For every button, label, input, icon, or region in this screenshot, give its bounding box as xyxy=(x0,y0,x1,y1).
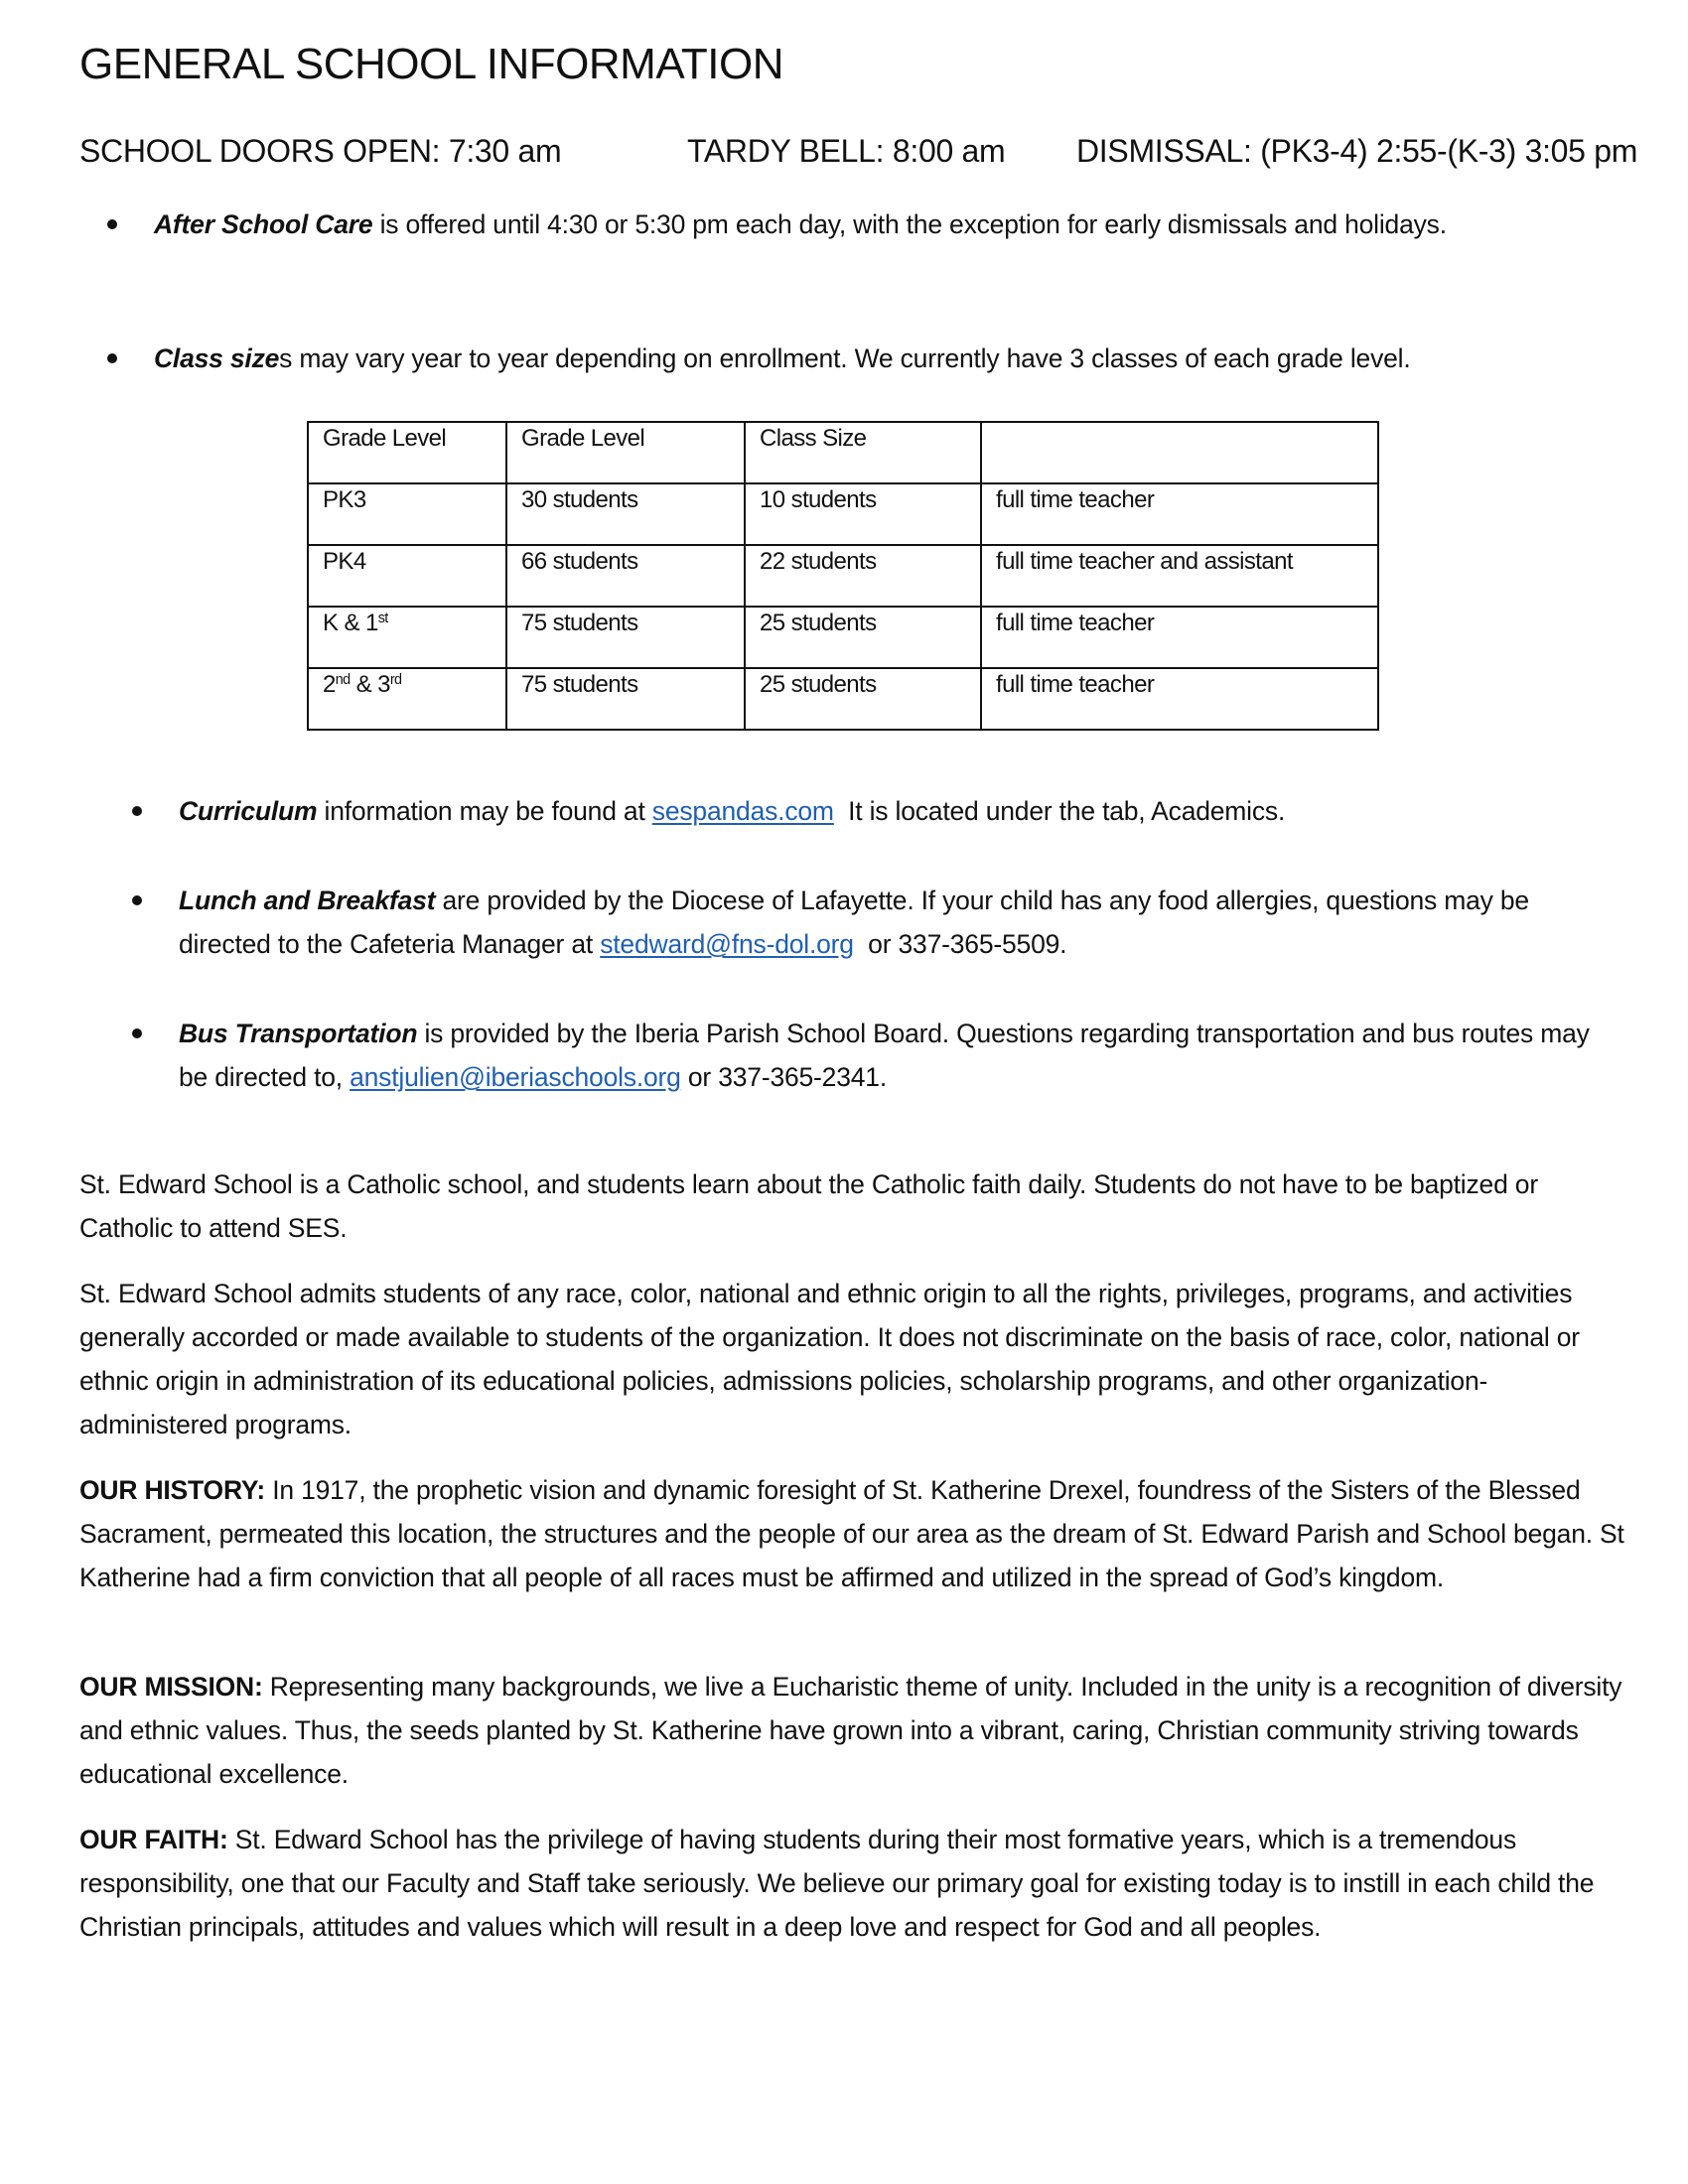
dismissal-time: DISMISSAL: (PK3-4) 2:55-(K-3) 3:05 pm xyxy=(1076,133,1638,169)
faith-paragraph xyxy=(79,1818,1628,1949)
grade-cell: PK3 xyxy=(308,483,506,545)
table-header-cell: Class Size xyxy=(745,422,981,483)
bullet-icon xyxy=(107,219,117,229)
class-size-cell: 25 students xyxy=(745,607,981,668)
bullet-icon xyxy=(132,806,142,816)
faith-text: St. Edward School has the privilege of having students during their most formative years, which is a tremendous responsibility, one that our Faculty and Staff take seriously. We believe our primary goal for existing today is to instill in each child the Christian principals, attitudes and values which will result in a deep love and respect for God and all peoples. xyxy=(79,1825,1595,1942)
cafeteria-email-link[interactable]: stedward@fns-dol.org xyxy=(600,929,854,959)
table-row xyxy=(308,545,1378,607)
bullet-class-sizes xyxy=(154,337,1604,380)
table-row xyxy=(308,668,1378,730)
class-size-cell: 10 students xyxy=(745,483,981,545)
bullet-icon xyxy=(107,353,117,363)
total-students-cell: 75 students xyxy=(506,607,745,668)
bullet-icon xyxy=(132,895,142,905)
grade-cell: K & 1st xyxy=(308,607,506,668)
table-header-row xyxy=(308,422,1378,483)
bullet-bus-transportation xyxy=(179,1012,1618,1099)
admissions-policy-paragraph: St. Edward School admits students of any race, color, national and ethnic origin to all the rights, privileges, programs, and activities generally accorded or made available to students of the organization. It does not discriminate on the basis of race, color, national or ethnic origin in administration of its educational policies, admissions policies, scholarship programs, and other organization-administered programs. xyxy=(79,1279,1580,1439)
total-students-cell: 30 students xyxy=(506,483,745,545)
bullet-lead: After School Care xyxy=(154,209,373,239)
bullet-text: is provided by the Iberia Parish School Board. Questions regarding transportation and bus routes may be directed to, xyxy=(179,1019,1590,1092)
table-row xyxy=(308,483,1378,545)
table-header-cell: Grade Level xyxy=(506,422,745,483)
tardy-bell-time: TARDY BELL: 8:00 am xyxy=(687,133,1006,169)
total-students-cell: 75 students xyxy=(506,668,745,730)
bullet-lunch-breakfast xyxy=(179,879,1589,966)
bullet-text: information may be found at xyxy=(317,796,652,826)
doors-open-time: SCHOOL DOORS OPEN: 7:30 am xyxy=(79,133,562,169)
bullet-curriculum xyxy=(179,789,1589,833)
bullet-text: or 337-365-5509. xyxy=(853,929,1067,959)
bullet-lead: Curriculum xyxy=(179,796,318,826)
staff-cell: full time teacher and assistant xyxy=(981,545,1378,607)
bullet-text: are provided by the Diocese of Lafayette. If your child has any food allergies, questions may be directed to the Cafeteria Manager at xyxy=(179,886,1529,959)
history-text: In 1917, the prophetic vision and dynamic foresight of St. Katherine Drexel, foundress of the Sisters of the Blessed Sacrament, permeated this location, the structures and the people of our area as the dream of St. Edward Parish and School began. St Katherine had a firm conviction that all people of all races must be affirmed and utilized in the spread of God’s kingdom. xyxy=(79,1475,1624,1592)
school-schedule xyxy=(79,133,1637,170)
mission-paragraph xyxy=(79,1665,1628,1796)
bullet-after-school-care xyxy=(154,203,1564,246)
table-header-cell xyxy=(981,422,1378,483)
grade-cell: PK4 xyxy=(308,545,506,607)
bullet-text: is offered until 4:30 or 5:30 pm each day, with the exception for early dismissals and holidays. xyxy=(372,209,1447,239)
bullet-icon xyxy=(132,1028,142,1038)
bullet-text: s may vary year to year depending on enrollment. We currently have 3 classes of each grade level. xyxy=(279,343,1411,373)
class-size-table xyxy=(307,421,1379,731)
staff-cell: full time teacher xyxy=(981,668,1378,730)
mission-text: Representing many backgrounds, we live a Eucharistic theme of unity. Included in the unity is a recognition of diversity and ethnic values. Thus, the seeds planted by St. Katherine have grown into a vibrant, caring, Christian community striving towards educational excellence. xyxy=(79,1672,1622,1789)
bullet-text: or 337-365-2341. xyxy=(680,1062,887,1092)
mission-label: OUR MISSION: xyxy=(79,1672,263,1702)
bullet-lead: Lunch and Breakfast xyxy=(179,886,436,915)
bullet-lead: Class size xyxy=(154,343,280,373)
faith-label: OUR FAITH: xyxy=(79,1825,228,1854)
total-students-cell: 66 students xyxy=(506,545,745,607)
grade-cell: 2nd & 3rd xyxy=(308,668,506,730)
table-header-cell: Grade Level xyxy=(308,422,506,483)
staff-cell: full time teacher xyxy=(981,483,1378,545)
class-size-cell: 22 students xyxy=(745,545,981,607)
table-row xyxy=(308,607,1378,668)
class-size-cell: 25 students xyxy=(745,668,981,730)
transportation-email-link[interactable]: anstjulien@iberiaschools.org xyxy=(350,1062,681,1092)
page-title: GENERAL SCHOOL INFORMATION xyxy=(79,40,784,88)
catholic-school-paragraph: St. Edward School is a Catholic school, and students learn about the Catholic faith daily. Students do not have to be baptized or Catholic to attend SES. xyxy=(79,1169,1538,1243)
bullet-text: It is located under the tab, Academics. xyxy=(833,796,1286,826)
history-paragraph xyxy=(79,1468,1628,1599)
history-label: OUR HISTORY: xyxy=(79,1475,266,1505)
bullet-lead: Bus Transportation xyxy=(179,1019,418,1048)
curriculum-website-link[interactable]: sespandas.com xyxy=(651,796,834,826)
staff-cell: full time teacher xyxy=(981,607,1378,668)
